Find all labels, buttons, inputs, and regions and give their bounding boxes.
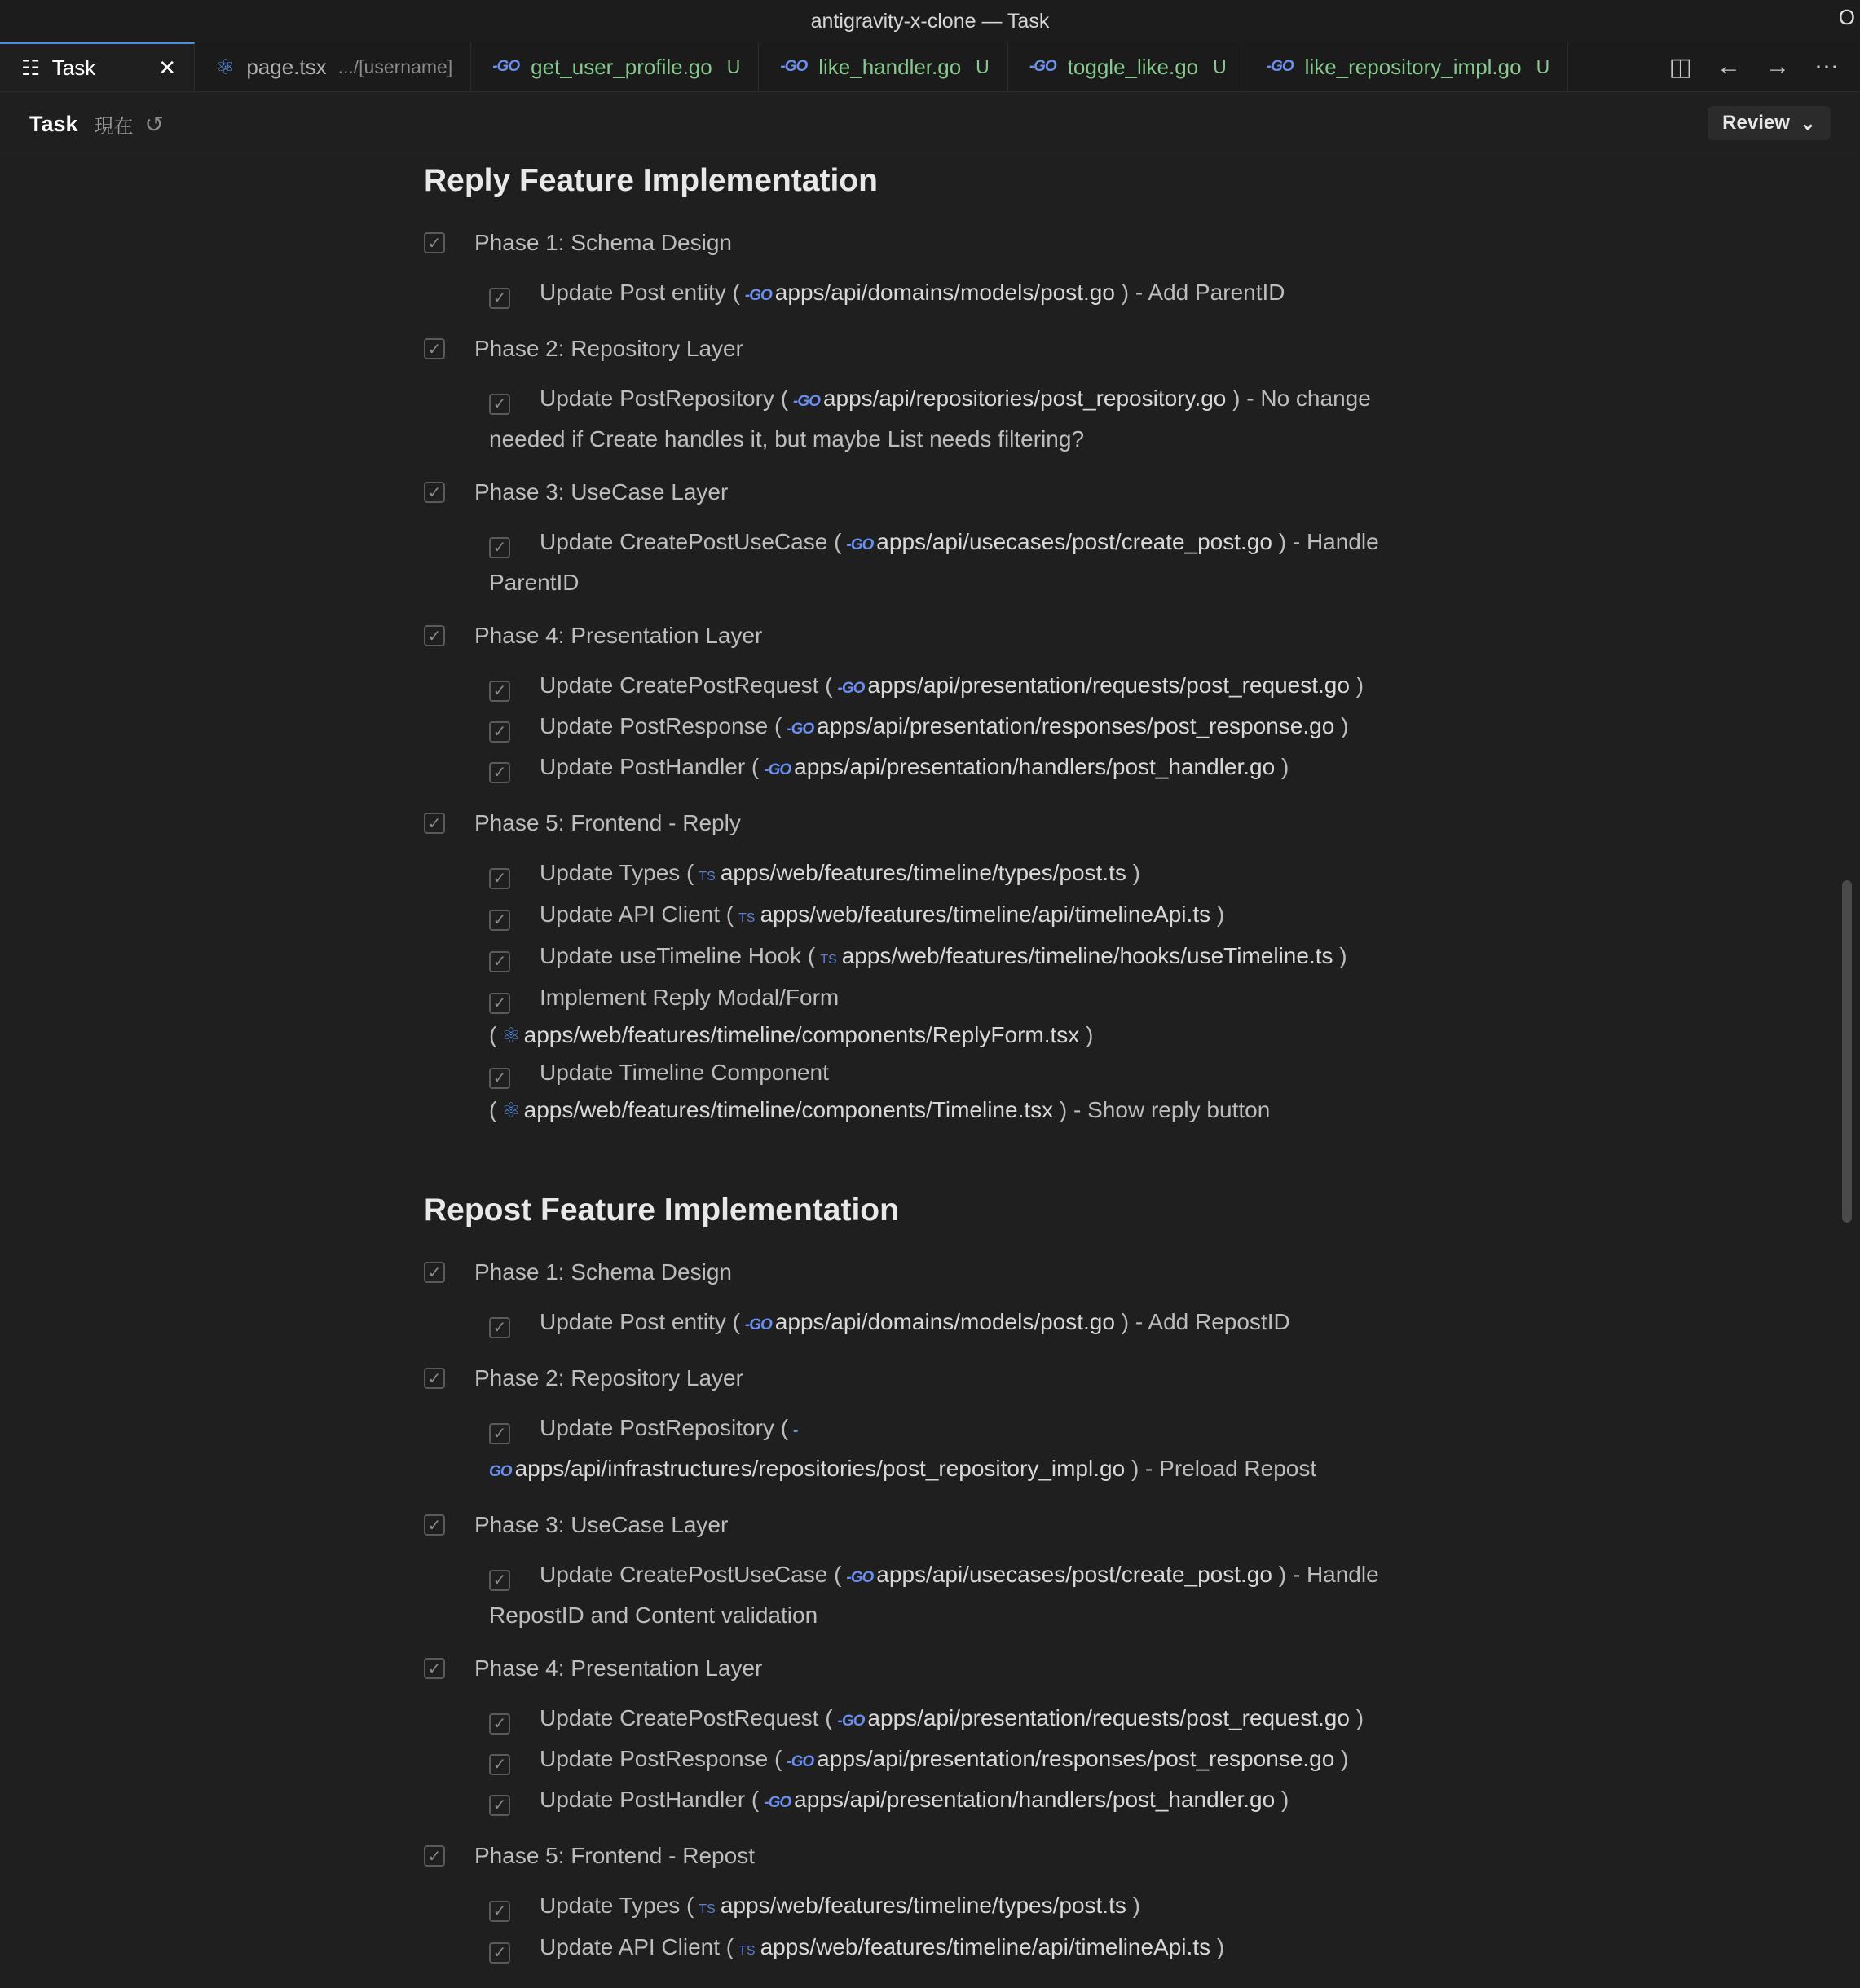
file-link[interactable]: apps/web/features/timeline/hooks/useTimeline.ts [841,943,1333,968]
subtask-item [489,748,1386,789]
phase-label: Phase 4: Presentation Layer [474,1655,763,1681]
checkbox[interactable]: ✓ [489,681,510,702]
file-link[interactable]: apps/api/presentation/requests/post_request.go [867,1705,1350,1730]
checkbox[interactable]: ✓ [424,232,445,253]
review-button[interactable] [1708,106,1831,140]
typescript-icon: TS [738,1944,756,1958]
phase-label: Phase 3: UseCase Layer [474,1512,729,1537]
subtask-suffix: ) [1280,754,1289,779]
subtask-item [489,1928,1386,1970]
checkbox[interactable]: ✓ [489,1713,510,1735]
subtask-suffix: ) [1355,1705,1364,1730]
checkbox[interactable]: ✓ [489,537,510,558]
file-link[interactable]: apps/api/infrastructures/repositories/post_repository_impl.go [514,1456,1126,1481]
subtask-suffix: ) - Preload Repost [1131,1456,1317,1481]
tab-get-user-profile[interactable] [471,42,759,91]
phase-subtasks [489,380,1386,458]
phase-label: Phase 2: Repository Layer [474,336,743,361]
go-icon: -GO [837,680,865,697]
subtask-suffix: ) [1216,901,1225,927]
subtask-text: Update PostResponse ( [540,1746,782,1771]
subtask-suffix: ) - Add RepostID [1121,1309,1290,1334]
tab-like-handler[interactable] [759,42,1007,91]
scrollbar[interactable] [1842,880,1852,1223]
subtask-suffix: ) [1132,860,1140,885]
checkbox[interactable]: ✓ [489,910,510,931]
go-icon: -GO [492,58,520,75]
subtask-item [489,274,1386,315]
phase-subtasks [489,1887,1386,1970]
file-link[interactable]: apps/web/features/timeline/types/post.ts [720,860,1126,885]
checkbox[interactable]: ✓ [424,1262,445,1283]
subtask-item [489,896,1386,937]
subtask-item [489,1781,1386,1822]
phase-label: Phase 5: Frontend - Repost [474,1843,755,1868]
phase-subtasks [489,1556,1386,1634]
page-title: Task [29,111,78,136]
subtask-text: Update API Client ( [540,901,734,927]
go-icon: -GO [787,721,814,738]
timestamp: 現在 [94,115,134,138]
checkbox[interactable]: ✓ [489,868,510,889]
tab-task[interactable] [0,42,195,91]
phase-subtasks [489,667,1386,789]
subtask-item [489,523,1386,602]
history-icon[interactable]: ↺ [144,111,165,137]
tab-path: .../[username] [337,55,453,77]
editor-tab-bar [0,42,1860,92]
subtask-text: Update PostRepository ( [540,1415,789,1440]
subtask-suffix: ) [1341,713,1349,738]
window-title: antigravity-x-clone — Task [810,9,1050,33]
file-link[interactable]: apps/web/features/timeline/components/Timeline.tsx [523,1097,1054,1122]
go-icon: -GO [744,287,772,304]
react-icon: ⚛ [501,1098,521,1122]
subtask-text: Update useTimeline Hook ( [540,943,816,968]
checkbox[interactable]: ✓ [489,762,510,783]
typescript-icon: TS [738,911,756,925]
tab-label: like_repository_impl.go [1304,54,1522,79]
go-icon: -GO [489,1422,798,1480]
react-icon: ⚛ [501,1023,521,1047]
subtask-text: Update CreatePostUseCase ( [540,1562,842,1587]
subtask-text: Update PostHandler ( [540,1787,760,1812]
untracked-badge: U [726,55,741,77]
phase-label: Phase 3: UseCase Layer [474,479,729,505]
go-icon: -GO [846,1569,874,1586]
subtask-suffix: ) - Handle ParentID [489,529,1379,595]
phase-item [424,807,1386,840]
go-icon: -GO [744,1316,772,1333]
chevron-down-icon: ⌄ [1799,112,1816,134]
subtask-suffix: ) [1132,1893,1140,1918]
subtask-item [489,707,1386,748]
untracked-badge: U [1536,55,1550,77]
tab-page-tsx[interactable] [195,42,471,91]
task-section [424,1192,1386,1970]
file-link[interactable]: apps/api/presentation/responses/post_response.go [817,713,1335,738]
react-icon: ⚛ [216,54,236,79]
tab-toggle-like[interactable] [1008,42,1245,91]
subtask-item [489,937,1386,979]
phase-subtasks [489,523,1386,602]
file-link[interactable]: apps/api/presentation/handlers/post_handler.go [794,1787,1276,1812]
window-title-bar [0,0,1860,43]
more-icon[interactable]: ⋯ [1814,53,1839,81]
file-link[interactable]: apps/web/features/timeline/types/post.ts [720,1893,1126,1918]
checkbox[interactable]: ✓ [489,394,510,415]
phase-item [424,619,1386,652]
checkbox[interactable]: ✓ [489,993,510,1014]
arrow-right-icon[interactable]: → [1765,53,1790,80]
go-icon: -GO [780,58,808,75]
task-document [424,156,1386,1988]
file-link[interactable]: apps/api/usecases/post/create_post.go [876,529,1272,554]
typescript-icon: TS [820,953,837,967]
checkbox[interactable]: ✓ [424,482,445,503]
go-icon: -GO [1029,58,1056,75]
file-link[interactable]: apps/api/presentation/handlers/post_handler.go [794,754,1276,779]
go-icon: -GO [846,536,874,553]
file-link[interactable]: apps/web/features/timeline/api/timelineApi.ts [760,901,1211,927]
subtask-text: Update Types ( [540,860,694,885]
go-icon: -GO [787,1753,814,1770]
phase-item [424,1840,1386,1872]
phase-item [424,1652,1386,1685]
phase-label: Phase 1: Schema Design [474,1259,732,1285]
subtask-text: Update PostHandler ( [540,754,760,779]
file-link[interactable]: apps/api/presentation/responses/post_response.go [817,1746,1335,1771]
subtask-item [489,1556,1386,1634]
subtask-text: Implement Reply Modal/Form ( [489,985,840,1047]
subtask-item [489,1054,1386,1129]
subtask-suffix: ) [1216,1934,1225,1959]
typescript-icon: TS [699,1902,716,1916]
file-link[interactable]: apps/api/domains/models/post.go [774,1309,1115,1334]
phase-label: Phase 1: Schema Design [474,230,732,255]
subtask-suffix: ) [1280,1787,1289,1812]
subtask-text: Update CreatePostRequest ( [540,1705,833,1730]
go-icon: -GO [1266,58,1294,75]
subtask-item [489,1699,1386,1740]
subtask-item [489,667,1386,707]
subtask-text: Update PostResponse ( [540,713,782,738]
phase-label: Phase 4: Presentation Layer [474,623,763,648]
subtask-suffix: ) - Handle RepostID and Content validation [489,1562,1379,1628]
checkbox[interactable]: ✓ [489,951,510,972]
checkbox[interactable]: ✓ [489,1068,510,1089]
phase-item [424,1256,1386,1289]
subtask-item [489,1887,1386,1928]
untracked-badge: U [976,55,990,77]
subtask-text: Update Post entity ( [540,280,740,305]
subtask-suffix: ) - Show reply button [1059,1097,1271,1122]
phase-subtasks [489,274,1386,315]
go-icon: -GO [793,393,820,410]
tab-actions [1648,42,1860,91]
subtask-text: Update CreatePostUseCase ( [540,529,842,554]
checkbox[interactable]: ✓ [489,721,510,743]
tab-like-repository-impl[interactable] [1245,42,1568,91]
file-link[interactable]: apps/api/domains/models/post.go [774,280,1115,305]
subtask-item [489,1740,1386,1781]
tab-label: toggle_like.go [1067,54,1199,79]
phase-item [424,1509,1386,1541]
phase-subtasks [489,1409,1386,1491]
checklist-icon: ☷ [21,55,41,80]
checkbox[interactable]: ✓ [489,1942,510,1964]
checkbox[interactable]: ✓ [489,1570,510,1591]
subtask-text: Update Timeline Component ( [489,1060,829,1122]
checkbox[interactable]: ✓ [489,1795,510,1816]
phase-label: Phase 5: Frontend - Reply [474,810,741,835]
subtask-item [489,1409,1386,1491]
subtask-item [489,1303,1386,1344]
tab-label: like_handler.go [818,54,962,79]
subtask-text: Update PostRepository ( [540,386,789,411]
checkbox[interactable]: ✓ [489,288,510,309]
subtask-suffix: ) [1339,943,1347,968]
checkbox[interactable]: ✓ [424,625,445,646]
go-icon: -GO [764,1794,791,1811]
subtask-suffix: ) - Add ParentID [1121,280,1285,305]
subtask-suffix: ) - No change needed if Create handles it, but maybe List needs filtering? [489,386,1371,452]
subtask-item [489,979,1386,1054]
subtask-suffix: ) [1355,672,1364,698]
checkbox[interactable]: ✓ [424,1658,445,1679]
subtask-suffix: ) [1086,1022,1094,1047]
file-link[interactable]: apps/web/features/timeline/api/timelineApi.ts [760,1934,1211,1959]
typescript-icon: TS [699,870,716,884]
window-edge-glyph: O [1838,5,1855,29]
subtask-item [489,854,1386,896]
phase-subtasks [489,1303,1386,1344]
section-title: Repost Feature Implementation [424,1192,899,1228]
checkbox[interactable]: ✓ [489,1901,510,1922]
split-editor-icon[interactable]: ◫ [1668,53,1692,81]
section-title: Reply Feature Implementation [424,163,878,198]
phase-subtasks [489,854,1386,1129]
subtask-suffix: ) [1341,1746,1349,1771]
phase-item [424,476,1386,509]
checkbox[interactable]: ✓ [424,1845,445,1867]
file-link[interactable]: apps/api/presentation/requests/post_request.go [867,672,1350,698]
subtask-item [489,380,1386,458]
checkbox[interactable]: ✓ [424,813,445,834]
subtask-text: Update CreatePostRequest ( [540,672,833,698]
tab-label: get_user_profile.go [531,54,712,79]
untracked-badge: U [1213,55,1227,77]
task-section [424,163,1386,1129]
go-icon: -GO [764,761,791,778]
checkbox[interactable]: ✓ [489,1423,510,1444]
file-link[interactable]: apps/api/usecases/post/create_post.go [876,1562,1272,1587]
phase-item [424,227,1386,259]
tab-label: Task [51,55,96,80]
tab-label: page.tsx [246,54,327,79]
file-link[interactable]: apps/web/features/timeline/components/ReplyForm.tsx [523,1022,1080,1047]
file-link[interactable]: apps/api/repositories/post_repository.go [822,386,1227,411]
phase-item [424,1362,1386,1395]
subtask-text: Update Types ( [540,1893,694,1918]
checkbox[interactable]: ✓ [424,1514,445,1536]
phase-item [424,333,1386,365]
review-label: Review [1722,112,1790,134]
task-header [0,92,1860,156]
checkbox[interactable]: ✓ [489,1754,510,1775]
go-icon: -GO [837,1713,865,1730]
phase-label: Phase 2: Repository Layer [474,1365,743,1391]
close-icon[interactable]: ✕ [158,55,176,80]
checkbox[interactable]: ✓ [489,1317,510,1338]
arrow-left-icon[interactable]: ← [1717,53,1741,80]
checkbox[interactable]: ✓ [424,338,445,359]
subtask-text: Update Post entity ( [540,1309,740,1334]
phase-subtasks [489,1699,1386,1822]
checkbox[interactable]: ✓ [424,1368,445,1389]
subtask-text: Update API Client ( [540,1934,734,1959]
